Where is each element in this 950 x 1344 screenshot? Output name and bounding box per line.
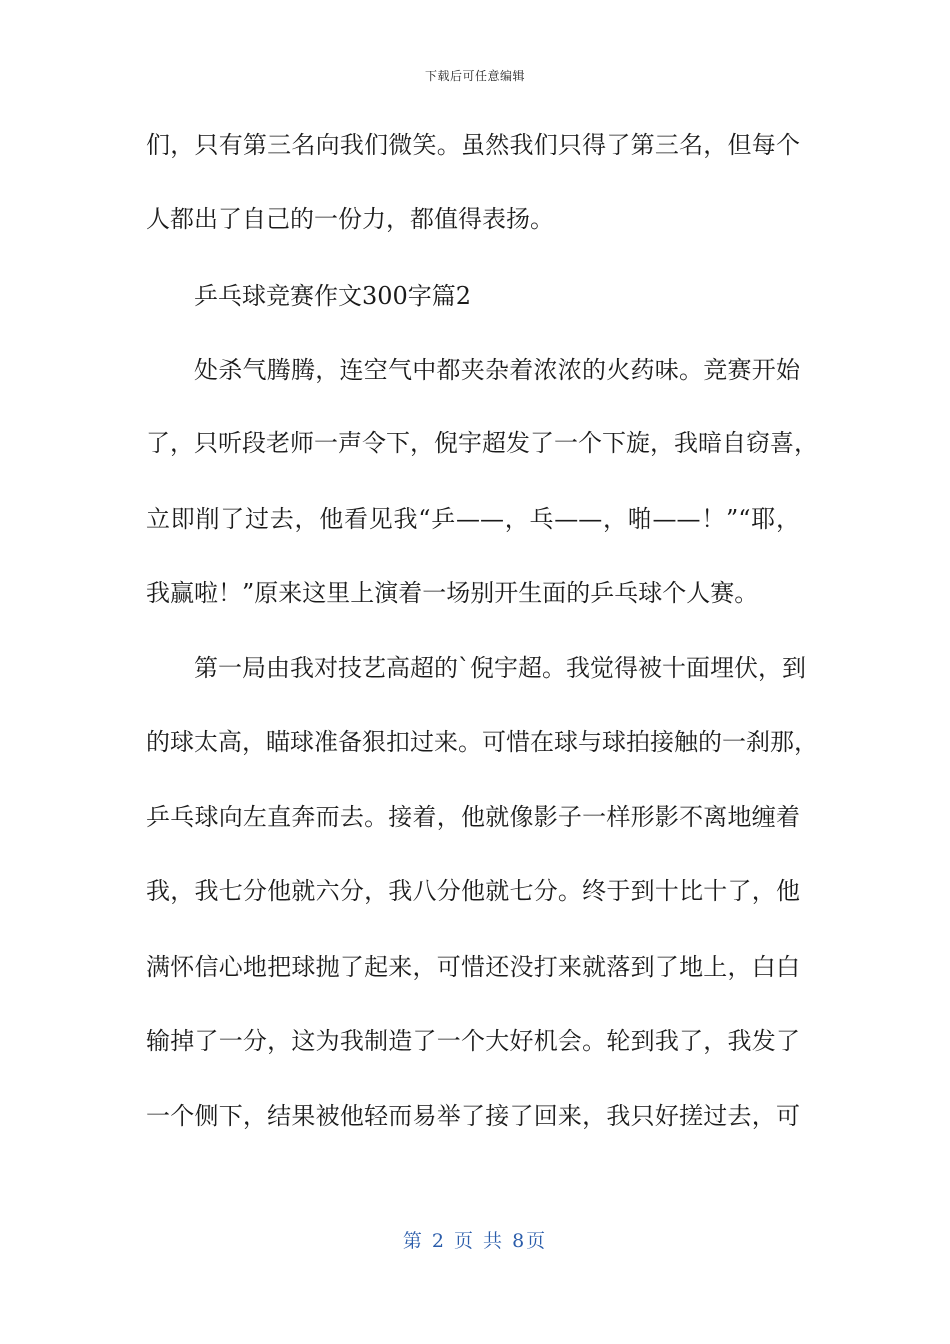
- paragraph-line-2: 人都出了自己的一份力，都值得表扬。: [146, 205, 554, 233]
- download-note: 下载后可任意编辑: [424, 69, 525, 83]
- paragraph-line-7: 我赢啦！”原来这里上演着一场别开生面的乒乓球个人赛。: [146, 579, 759, 607]
- paragraph-line-6: 立即削了过去，他看见我“乒——，乓——，啪——！”“耶，: [146, 505, 800, 533]
- paragraph-line-1: 们，只有第三名向我们微笑。虽然我们只得了第三名，但每个: [146, 131, 800, 159]
- paragraph-line-8: 第一局由我对技艺高超的`倪宇超。我觉得被十面埋伏，到: [194, 654, 806, 682]
- section-heading: 乒乓球竞赛作文300字篇2: [194, 282, 472, 310]
- paragraph-line-10: 乒乓球向左直奔而去。接着，他就像影子一样形影不离地缠着: [146, 803, 800, 831]
- page-number: 第 2 页 共 8页: [402, 1230, 548, 1252]
- paragraph-line-12: 满怀信心地把球抛了起来，可惜还没打来就落到了地上，白白: [146, 953, 800, 981]
- paragraph-line-13: 输掉了一分，这为我制造了一个大好机会。轮到我了，我发了: [146, 1027, 800, 1055]
- paragraph-line-4: 处杀气腾腾，连空气中都夹杂着浓浓的火药味。竞赛开始: [194, 356, 800, 384]
- paragraph-line-11: 我，我七分他就六分，我八分他就七分。终于到十比十了，他: [146, 877, 800, 905]
- paragraph-line-5: 了，只听段老师一声令下，倪宇超发了一个下旋，我暗自窃喜，: [146, 429, 818, 457]
- paragraph-line-14: 一个侧下，结果被他轻而易举了接了回来，我只好搓过去，可: [146, 1102, 800, 1130]
- paragraph-line-9: 的球太高，瞄球准备狠扣过来。可惜在球与球拍接触的一刹那，: [146, 728, 818, 756]
